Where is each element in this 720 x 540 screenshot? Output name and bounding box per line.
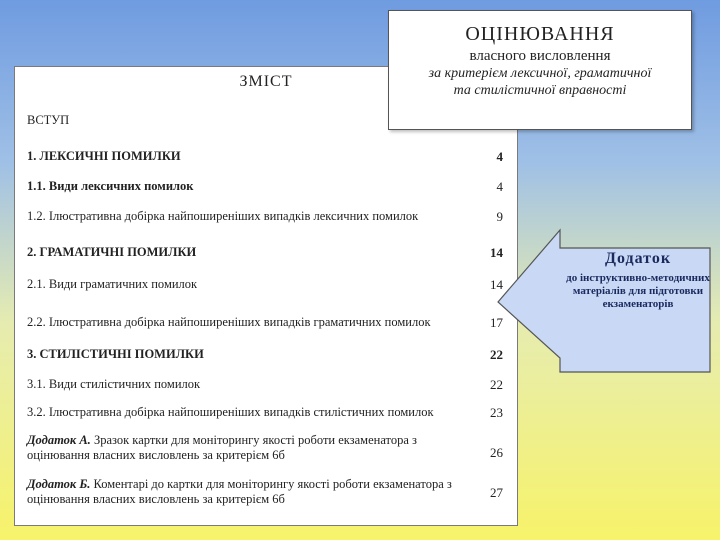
toc-entry-page: 23 <box>490 405 503 420</box>
toc-entry-page: 27 <box>490 485 503 500</box>
toc-entry-page: 4 <box>496 179 503 194</box>
heading-sub: власного висловлення <box>469 48 611 64</box>
assessment-heading-box <box>388 10 692 130</box>
toc-entry-section-1 <box>27 149 503 164</box>
toc-title: ЗМІСТ <box>239 73 293 90</box>
toc-entry-section-3 <box>27 347 503 362</box>
toc-entry-page: 14 <box>490 245 503 260</box>
toc-entry-2-2 <box>27 315 503 330</box>
toc-entry-text: Додаток Б. Коментарі до картки для моніторингу якості роботи екзаменатора з оцінювання власних висловлень за критерієм 6б <box>27 477 452 506</box>
toc-entry-1-1 <box>27 179 503 194</box>
toc-entry-2-1 <box>27 277 503 292</box>
toc-entry-appendix-a <box>27 433 503 463</box>
toc-entry-section-2 <box>27 245 503 260</box>
toc-entry-page: 22 <box>490 347 503 362</box>
addendum-callout <box>566 248 710 372</box>
heading-main: ОЦІНЮВАННЯ <box>465 23 615 45</box>
toc-entry-appendix-b <box>27 477 503 507</box>
toc-entry-page: 17 <box>490 315 503 330</box>
toc-entry-page: 14 <box>490 277 503 292</box>
toc-entry-3-1 <box>27 377 503 392</box>
appendix-label: Додаток А. <box>27 433 91 447</box>
toc-entry-text: Додаток А. Зразок картки для моніторингу якості роботи екзаменатора з оцінювання власних висловлень за критерієм 6б <box>27 433 417 462</box>
toc-entry-text: 1. ЛЕКСИЧНІ ПОМИЛКИ <box>27 149 181 163</box>
toc-entry-page: 4 <box>496 149 503 164</box>
toc-entry-text: ВСТУП <box>27 113 70 127</box>
toc-entry-text: 2.2. Ілюстративна добірка найпоширеніших випадків граматичних помилок <box>27 315 431 329</box>
toc-entry-page: 9 <box>496 209 503 224</box>
addendum-text: до інструктивно-методичних матеріалів для підготовки екзаменаторів <box>566 272 710 310</box>
toc-entry-3-2 <box>27 405 503 420</box>
addendum-title: Додаток <box>604 250 672 267</box>
appendix-label: Додаток Б. <box>27 477 91 491</box>
toc-entry-page: 26 <box>490 445 503 460</box>
toc-entry-page: 22 <box>490 377 503 392</box>
toc-entry-text: 2. ГРАМАТИЧНІ ПОМИЛКИ <box>27 245 197 259</box>
toc-entry-text: 2.1. Види граматичних помилок <box>27 277 198 291</box>
toc-entry-text: 3.1. Види стилістичних помилок <box>27 377 201 391</box>
toc-entry-text: 1.1. Види лексичних помилок <box>27 179 194 193</box>
table-of-contents <box>14 66 518 526</box>
heading-criterion-line-2: та стилістичної вправності <box>453 83 627 98</box>
toc-entry-text: 3.2. Ілюстративна добірка найпоширеніших випадків стилістичних помилок <box>27 405 434 419</box>
toc-entry-text: 3. СТИЛІСТИЧНІ ПОМИЛКИ <box>27 347 204 361</box>
toc-entry-1-2 <box>27 209 503 224</box>
heading-criterion-line-1: за критерієм лексичної, граматичної <box>428 66 652 81</box>
toc-entry-text: 1.2. Ілюстративна добірка найпоширеніших випадків лексичних помилок <box>27 209 419 223</box>
